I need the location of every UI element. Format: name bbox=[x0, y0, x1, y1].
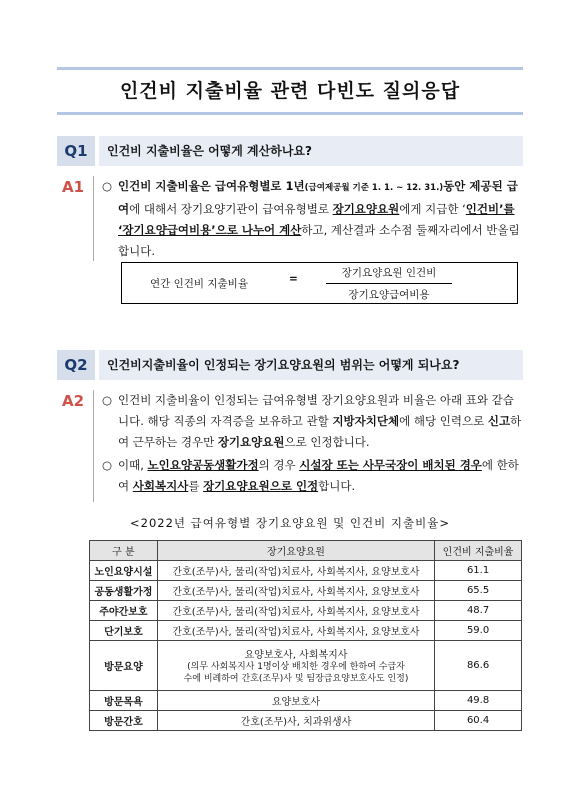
a2-text: 를 bbox=[188, 479, 204, 493]
table-row bbox=[90, 621, 522, 641]
cell-staff: 간호(조무)사, 물리(작업)치료사, 사회복지사, 요양보호사 bbox=[157, 621, 434, 641]
formula-lhs: 연간 인건비 지출비율 bbox=[150, 278, 248, 290]
a2-text-underline: 사회복지사 bbox=[132, 479, 189, 493]
a1-text-underline: 장기요양요원 bbox=[332, 202, 400, 216]
answer-1-paragraph bbox=[94, 176, 524, 262]
question-1-bar bbox=[57, 136, 523, 166]
cell-type: 주야간보호 bbox=[90, 601, 158, 621]
page-title: 인건비 지출비율 관련 다빈도 질의응답 bbox=[119, 80, 461, 102]
table-row bbox=[90, 561, 522, 581]
table-row bbox=[90, 691, 522, 711]
question-2-label: Q2 bbox=[57, 350, 95, 380]
a2-text: 인건비 지출비율이 인정되는 급여유형별 장기요양요원과 비율은 아래 표와 같습니다. 해당 직종의 자격증을 보유하고 관할 bbox=[118, 393, 514, 428]
answer-1-box bbox=[93, 176, 524, 261]
answer-2-paragraph-2 bbox=[94, 455, 524, 497]
question-1-label: Q1 bbox=[57, 136, 95, 166]
cell-type: 공동생활가정 bbox=[90, 581, 158, 601]
cell-staff: 간호(조무)사, 치과위생사 bbox=[157, 711, 434, 731]
cell-ratio: 49.8 bbox=[435, 691, 522, 711]
cell-staff: 요양보호사 bbox=[157, 691, 434, 711]
a1-text: 동안 제공된 급여 bbox=[118, 179, 518, 216]
formula-denominator: 장기요양급여비용 bbox=[348, 289, 430, 301]
cell-ratio: 86.6 bbox=[435, 641, 522, 691]
formula-numerator: 장기요양요원 인건비 bbox=[341, 267, 437, 279]
a1-text-underline: 인건비’를 ‘장기요양급여비용’으로 나누어 계산 bbox=[118, 202, 515, 237]
bullet: ○ bbox=[102, 458, 113, 472]
a2-text-bold: 장기요양요원 bbox=[217, 435, 285, 449]
cell-staff: 간호(조무)사, 물리(작업)치료사, 사회복지사, 요양보호사 bbox=[157, 581, 434, 601]
cell-ratio: 61.1 bbox=[435, 561, 522, 581]
answer-2-label: A2 bbox=[62, 392, 85, 410]
table-row bbox=[90, 601, 522, 621]
table-row bbox=[90, 641, 522, 691]
a2-text: 의 경우 bbox=[258, 458, 300, 472]
a2-text: 에 한하여 bbox=[118, 458, 519, 493]
bullet: ○ bbox=[102, 179, 113, 193]
answer-1-label: A1 bbox=[62, 178, 85, 196]
a2-text-underline: 시설장 또는 사무국장이 배치된 경우 bbox=[299, 458, 482, 472]
header-staff: 장기요양요원 bbox=[157, 541, 434, 561]
cell-staff: 요양보호사, 사회복지사 bbox=[244, 650, 348, 661]
formula-box bbox=[121, 262, 518, 304]
answer-2-paragraph-1 bbox=[94, 390, 524, 453]
a1-text: 에 대해서 장기요양기관이 급여유형별로 bbox=[129, 202, 333, 216]
a2-text: 합니다. bbox=[318, 479, 356, 493]
question-2-bar bbox=[57, 350, 523, 380]
cell-staff: 간호(조무)사, 물리(작업)치료사, 사회복지사, 요양보호사 bbox=[157, 561, 434, 581]
cell-ratio: 65.5 bbox=[435, 581, 522, 601]
a1-text: 에게 지급한 ‘ bbox=[399, 202, 466, 216]
cell-type: 단기보호 bbox=[90, 621, 158, 641]
cell-staff: 간호(조무)사, 물리(작업)치료사, 사회복지사, 요양보호사 bbox=[157, 601, 434, 621]
cell-note: 수에 비례하여 간호(조무)사 및 팀장급요양보호사도 인정) bbox=[183, 674, 409, 684]
table-caption: <2022년 급여유형별 장기요양요원 및 인건비 지출비율> bbox=[130, 516, 450, 530]
cell-type: 방문간호 bbox=[90, 711, 158, 731]
a2-text-underline: 노인요양공동생활가정 bbox=[147, 458, 259, 472]
header-type: 구 분 bbox=[90, 541, 158, 561]
fraction-line bbox=[326, 283, 452, 284]
a1-text: 인건비 지출비율은 급여유형별로 1년 bbox=[118, 179, 305, 193]
formula-equals: = bbox=[289, 273, 298, 285]
cell-type: 방문요양 bbox=[90, 641, 158, 691]
question-2-text: 인건비지출비율이 인정되는 장기요양요원의 범위는 어떻게 되나요? bbox=[99, 350, 523, 380]
cell-note: (의무 사회복지사 1명이상 배치한 경우에 한하여 수급자 bbox=[187, 662, 405, 672]
table-row bbox=[90, 581, 522, 601]
a2-text: 에 해당 인력으로 bbox=[399, 414, 488, 428]
cell-staff-multiline bbox=[157, 641, 434, 691]
a2-text-bold: 지방자치단체 bbox=[332, 414, 400, 428]
bullet: ○ bbox=[102, 393, 113, 407]
a2-text-bold: 신고 bbox=[487, 414, 511, 428]
cell-ratio: 48.7 bbox=[435, 601, 522, 621]
title-banner bbox=[57, 67, 523, 115]
question-1-text: 인건비 지출비율은 어떻게 계산하나요? bbox=[99, 136, 523, 166]
cell-type: 방문목욕 bbox=[90, 691, 158, 711]
ratio-table bbox=[89, 540, 522, 731]
a1-text: 하고, 계산결과 소수점 둘째자리에서 반올림 합니다. bbox=[118, 223, 520, 258]
table-header-row bbox=[90, 541, 522, 561]
table-row bbox=[90, 711, 522, 731]
cell-ratio: 59.0 bbox=[435, 621, 522, 641]
header-ratio: 인건비 지출비율 bbox=[435, 541, 522, 561]
a2-text-underline: 장기요양요원으로 인정 bbox=[203, 479, 319, 493]
answer-2-box bbox=[93, 390, 524, 502]
cell-type: 노인요양시설 bbox=[90, 561, 158, 581]
a2-text: 하여 근무하는 경우만 bbox=[118, 414, 522, 449]
a2-text: 으로 인정합니다. bbox=[284, 435, 370, 449]
a2-text: 이때, bbox=[118, 458, 148, 472]
cell-ratio: 60.4 bbox=[435, 711, 522, 731]
a1-text-small: (급여제공월 기준 1. 1. ~ 12. 31.) bbox=[304, 183, 444, 193]
